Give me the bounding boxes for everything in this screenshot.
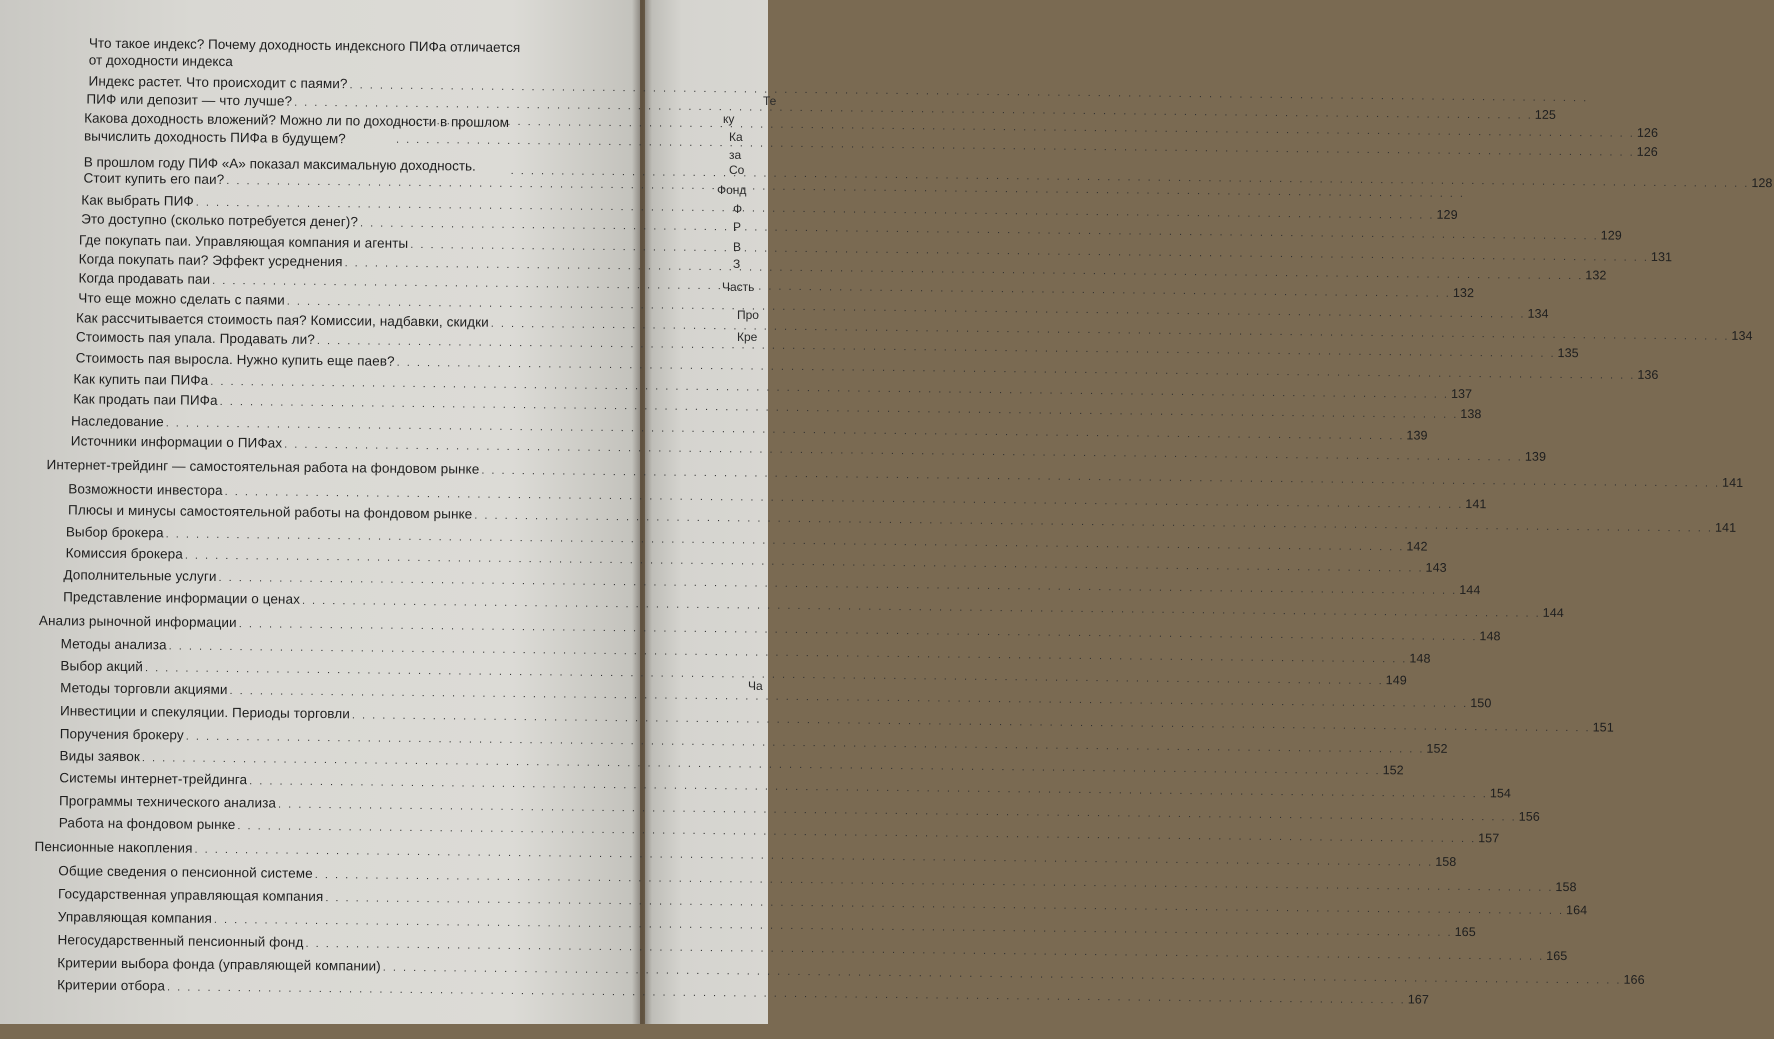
toc-entry-page: 141 xyxy=(1465,496,1487,512)
toc-entry-title: Стоит купить его паи? xyxy=(83,170,225,187)
right-page-fragment: Ф xyxy=(733,202,743,216)
right-page-fragment: В xyxy=(733,240,742,254)
toc-entry xyxy=(83,171,263,188)
toc-entry-page: 132 xyxy=(1452,285,1475,301)
toc-entry-page: 164 xyxy=(1565,903,1588,918)
toc-entry-title: Анализ рыночной информации xyxy=(38,613,237,631)
toc-entry-title: Системы интернет-трейдинга xyxy=(59,770,248,788)
toc-entry-title: Когда покупать паи? Эффект усреднения xyxy=(78,251,343,270)
toc-entry-title: Плюсы и минусы самостоятельной работы на фондовом рынке xyxy=(68,502,473,522)
toc-entry-page: 149 xyxy=(1385,673,1407,688)
toc-entry-page: 158 xyxy=(1555,879,1577,895)
toc-entry-title: Индекс растет. Что происходит с паями? xyxy=(88,73,348,92)
toc-entry-page: 128 xyxy=(1751,175,1773,191)
toc-entry-page: 131 xyxy=(1650,249,1673,265)
toc-line: вычислить доходность ПИФа в будущем? xyxy=(83,128,346,147)
toc-entry-title: Государственная управляющая компания xyxy=(57,886,324,905)
toc-entry-page: 138 xyxy=(1460,406,1482,422)
toc-entry-title: Где покупать паи. Управляющая компания и агенты xyxy=(78,232,409,251)
toc-entry-title: Методы торговли акциями xyxy=(60,680,228,698)
toc-entry-title: Стоимость пая упала. Продавать ли? xyxy=(75,329,315,347)
toc-entry xyxy=(63,589,1564,621)
toc-entry xyxy=(89,74,599,94)
toc-entry-page: 125 xyxy=(1534,107,1557,122)
toc-entry xyxy=(59,726,1448,756)
toc-entry-title: Методы анализа xyxy=(60,636,167,653)
toc-entry xyxy=(58,863,1577,895)
toc-section xyxy=(38,613,1501,644)
toc-entry-page: 166 xyxy=(1623,972,1645,987)
toc-entry-title: Возможности инвестора xyxy=(68,481,223,498)
toc-entry-title: Комиссия брокера xyxy=(65,545,183,562)
toc-entry-page: 156 xyxy=(1518,809,1540,824)
toc-entry-page: 165 xyxy=(1546,948,1568,964)
toc-entry-title: Как выбрать ПИФ xyxy=(81,192,194,209)
toc-entry-page: 148 xyxy=(1479,629,1501,644)
toc-entry-page: 129 xyxy=(1436,207,1458,222)
toc-entry-title: Это доступно (сколько потребуется денег)? xyxy=(81,211,359,230)
toc-entry-page: 151 xyxy=(1592,720,1614,735)
toc-entry-page: 143 xyxy=(1425,560,1447,575)
toc-entry-page: 139 xyxy=(1524,449,1547,464)
toc-entry-page: 141 xyxy=(1714,520,1737,535)
right-page-fragment: З xyxy=(733,257,741,271)
toc-entry-page: 142 xyxy=(1406,539,1428,554)
right-page-fragment: Со xyxy=(729,163,745,177)
toc-entry xyxy=(60,636,1431,666)
toc-entry-page: 165 xyxy=(1454,924,1476,940)
toc-entry-title: Наследование xyxy=(70,413,164,430)
right-page-fragment: Часть xyxy=(722,280,755,294)
toc-entry-page: 150 xyxy=(1470,696,1492,711)
toc-entry-title: Как купить паи ПИФа xyxy=(73,371,209,388)
right-page-fragment: Кре xyxy=(737,330,758,344)
right-page-fragment: ку xyxy=(723,112,735,126)
toc-entry-title: Управляющая компания xyxy=(57,909,213,926)
toc-entry-page: 136 xyxy=(1637,367,1659,383)
right-page-fragment: Р xyxy=(733,220,742,234)
toc-entry-title: Пенсионные накопления xyxy=(34,839,193,856)
toc-entry-title: Стоимость пая выросла. Нужно купить еще паев? xyxy=(75,350,395,369)
toc-section xyxy=(34,839,1457,869)
right-page-fragment: Ча xyxy=(748,679,763,693)
toc-entry-title: Как продать паи ПИФа xyxy=(73,391,218,408)
toc-line: В прошлом году ПИФ «А» показал максимальную доходность. xyxy=(83,154,476,174)
toc-entry-page: 134 xyxy=(1527,306,1549,321)
right-page-fragment: за xyxy=(729,148,742,162)
toc-line: Что такое индекс? Почему доходность индексного ПИФа отличается xyxy=(88,35,521,56)
toc-entry-title: Дополнительные услуги xyxy=(63,567,217,584)
toc-entry-page: 154 xyxy=(1489,786,1512,801)
toc-entry-title: Выбор акций xyxy=(60,658,144,675)
toc-entry-title: Выбор брокера xyxy=(65,524,164,541)
toc-entry xyxy=(58,815,1500,846)
toc-entry xyxy=(59,748,1404,778)
right-page-fragment: Ка xyxy=(729,130,743,144)
toc-entry-title: Критерии выбора фонда (управляющей компании) xyxy=(57,955,381,974)
toc-entry-page: 126 xyxy=(1636,144,1658,159)
toc-entry-page: 157 xyxy=(1478,831,1500,846)
toc-entry-title: Виды заявок xyxy=(59,748,141,765)
toc-line: от доходности индекса xyxy=(88,52,233,70)
toc-entry-title: Работа на фондовом рынке xyxy=(58,815,236,833)
toc-entry-page: 139 xyxy=(1406,428,1428,443)
toc-entry xyxy=(57,977,1429,1007)
toc-entry-title: Интернет-трейдинг — самостоятельная работа на фондовом рынке xyxy=(46,457,480,477)
toc-entry-page: 126 xyxy=(1636,125,1659,140)
toc-entry-page: 167 xyxy=(1407,992,1429,1007)
toc-entry-title: Общие сведения о пенсионной системе xyxy=(58,863,313,881)
toc-entry-title: Как рассчитывается стоимость пая? Комиссии, надбавки, скидки xyxy=(76,310,489,330)
right-page-fragment: Фонд xyxy=(717,183,747,197)
toc-entry-page: 135 xyxy=(1557,345,1579,361)
right-page-fragment: Те xyxy=(763,94,777,108)
toc-entry-title: Что еще можно сделать с паями xyxy=(78,290,285,308)
toc-entry-title: Критерии отбора xyxy=(57,977,166,994)
toc-entry-title: Когда продавать паи xyxy=(78,270,211,287)
toc-line: Каковa доходность вложений? Можно ли по доходности в прошлом xyxy=(84,110,510,130)
toc-entry-page: 158 xyxy=(1435,854,1457,869)
toc-entry-page: 144 xyxy=(1542,605,1564,621)
right-page-fragment: Про xyxy=(737,308,759,322)
toc-entry-page: 132 xyxy=(1585,268,1607,283)
toc-entry xyxy=(57,909,1476,940)
toc-entry-title: Поручения брокеру xyxy=(59,726,184,743)
toc-entry-page: 129 xyxy=(1600,228,1622,243)
toc-entry-page: 152 xyxy=(1426,741,1448,756)
toc-entry-title: Представление информации о ценах xyxy=(63,589,301,607)
toc-entry-page: 141 xyxy=(1721,475,1744,490)
toc-entry-title: Негосударственный пенсионный фонд xyxy=(57,932,304,950)
toc-entry xyxy=(57,932,1568,964)
toc-entry xyxy=(70,433,1547,464)
toc-entry-title: Инвестиции и спекуляции. Периоды торговли xyxy=(59,703,351,722)
toc-entry-page: 134 xyxy=(1731,328,1753,343)
toc-entry-title: Источники информации о ПИФах xyxy=(70,433,283,451)
toc-entry-page: 137 xyxy=(1450,386,1473,402)
toc-entry-page: 152 xyxy=(1382,763,1404,778)
toc-entry-page: 144 xyxy=(1459,582,1481,598)
toc-entry-title: Программы технического анализа xyxy=(58,793,277,811)
toc-entry-page: 148 xyxy=(1409,651,1431,666)
toc-entry-title: ПИФ или депозит — что лучше? xyxy=(86,91,293,109)
